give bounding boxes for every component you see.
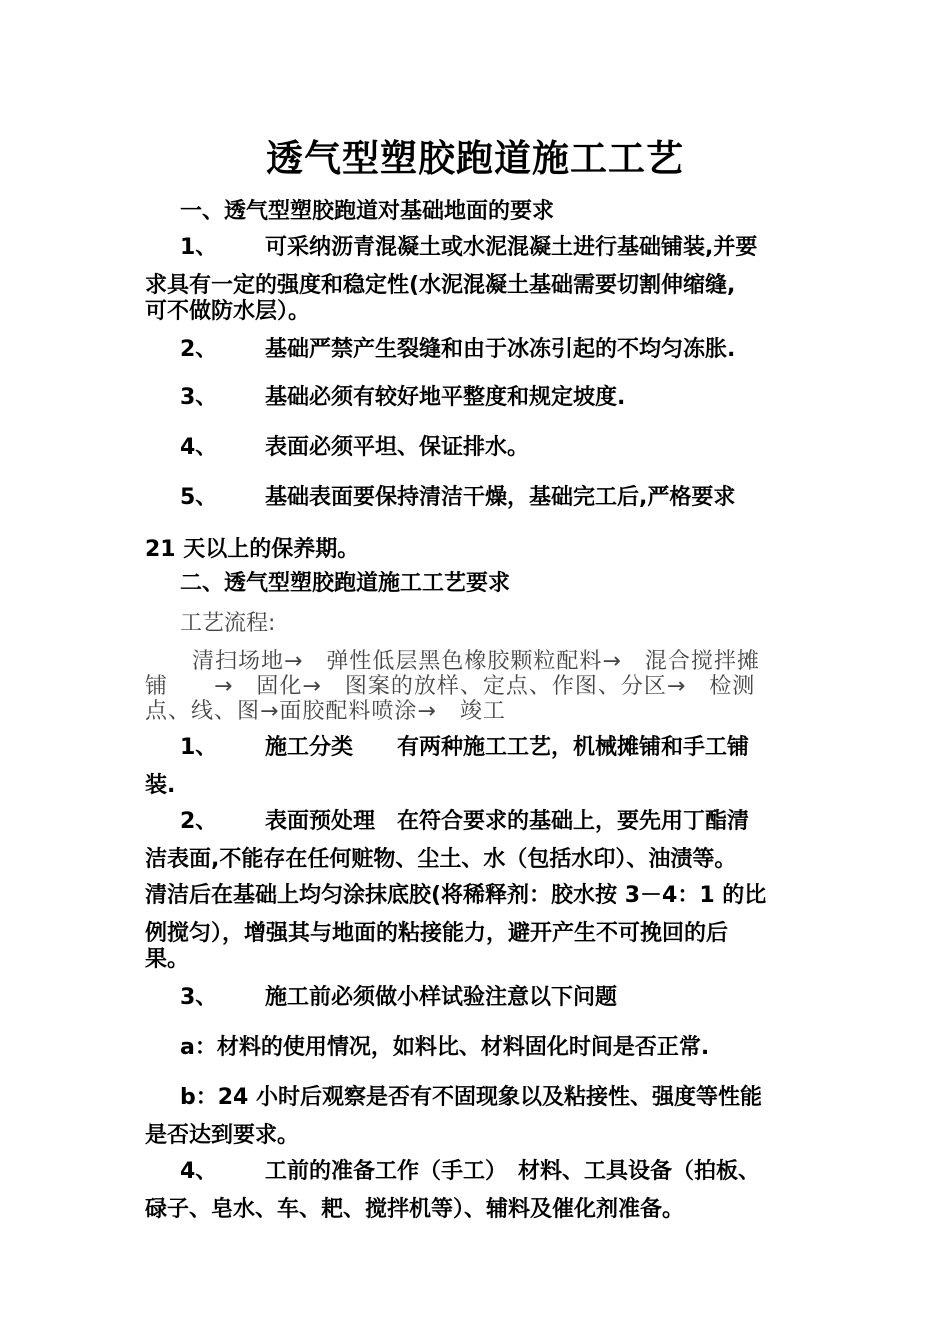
s1-item5-line1	[180, 484, 735, 512]
s1-item1-line1	[180, 234, 757, 262]
s2-item1-num: 1、	[180, 735, 218, 760]
s2-item1-line2: 装.	[145, 773, 176, 798]
s2-item3-text1: 施工前必须做小样试验注意以下问题	[265, 985, 618, 1010]
s2-item-b-num: b：	[180, 1085, 218, 1110]
s2-item3-line1	[180, 984, 617, 1012]
flow-line-1: 清扫场地→ 弹性低层黑色橡胶颗粒配料→ 混合搅拌摊	[192, 649, 760, 674]
s1-item2-line1	[180, 336, 735, 364]
s2-item-b-line1	[180, 1084, 762, 1112]
s1-item5-text1: 基础表面要保持清洁干燥，基础完工后,严格要求	[265, 485, 736, 510]
document-title: 透气型塑胶跑道施工工艺	[266, 136, 684, 180]
s2-item3-num: 3、	[180, 985, 218, 1010]
s1-item4-num: 4、	[180, 435, 218, 460]
s2-item4-line2: 碌子、皂水、车、耙、搅拌机等）、辅料及催化剂准备。	[145, 1197, 685, 1222]
s2-item4-text1: 工前的准备工作（手工） 材料、工具设备（拍板、	[265, 1159, 761, 1184]
s1-item1-line2: 求具有一定的强度和稳定性(水泥混凝土基础需要切割伸缩缝,	[145, 273, 736, 298]
s2-item-a-text1: 材料的使用情况，如料比、材料固化时间是否正常.	[216, 1035, 710, 1060]
flow-line-3: 点、线、图→面胶配料喷涂→ 竣工	[145, 699, 506, 724]
s1-item4-line1	[180, 434, 529, 462]
s1-item5-line2: 21 天以上的保养期。	[145, 537, 360, 562]
s2-item1-text1: 施工分类 有两种施工工艺，机械摊铺和手工铺	[265, 735, 750, 760]
s2-item2-line3: 清洁后在基础上均匀涂抹底胶(将稀释剂：胶水按 3－4：1 的比	[145, 883, 767, 908]
s2-item2-text1: 表面预处理 在符合要求的基础上，要先用丁酯清	[265, 809, 750, 834]
s2-item-b-text1: 24 小时后观察是否有不固现象以及粘接性、强度等性能	[217, 1085, 763, 1110]
s1-item1-num: 1、	[180, 235, 218, 260]
s1-item3-text1: 基础必须有较好地平整度和规定坡度.	[265, 385, 626, 410]
s2-item2-line4: 例搅匀），增强其与地面的粘接能力，避开产生不可挽回的后	[145, 921, 729, 946]
s2-item2-line1	[180, 808, 749, 836]
s1-item5-num: 5、	[180, 485, 218, 510]
s2-item-a-num: a：	[180, 1035, 217, 1060]
s2-item4-num: 4、	[180, 1159, 218, 1184]
s2-item2-line2: 洁表面,不能存在任何赃物、尘土、水（包括水印）、油渍等。	[145, 847, 737, 872]
section2-heading: 二、透气型塑胶跑道施工工艺要求	[180, 571, 511, 596]
s1-item1-text1: 可采纳沥青混凝土或水泥混凝土进行基础铺装,并要	[265, 235, 758, 260]
s1-item2-num: 2、	[180, 337, 218, 362]
s1-item3-line1	[180, 384, 625, 412]
s2-item-a-line1	[180, 1034, 709, 1062]
s2-item2-num: 2、	[180, 809, 218, 834]
s1-item3-num: 3、	[180, 385, 218, 410]
flow-line-2: 铺 → 固化→ 图案的放样、定点、作图、分区→ 检测	[145, 674, 756, 699]
s2-item2-line5: 果。	[145, 947, 190, 972]
s1-item2-text1: 基础严禁产生裂缝和由于冰冻引起的不均匀冻胀.	[265, 337, 736, 362]
flow-label: 工艺流程:	[180, 611, 276, 636]
s2-item1-line1	[180, 734, 749, 762]
s2-item4-line1	[180, 1158, 760, 1186]
s1-item1-line3: 可不做防水层）。	[145, 299, 311, 324]
s1-item4-text1: 表面必须平坦、保证排水。	[265, 435, 530, 460]
section1-heading: 一、透气型塑胶跑道对基础地面的要求	[180, 199, 555, 224]
s2-item-b-line2: 是否达到要求。	[145, 1123, 300, 1148]
